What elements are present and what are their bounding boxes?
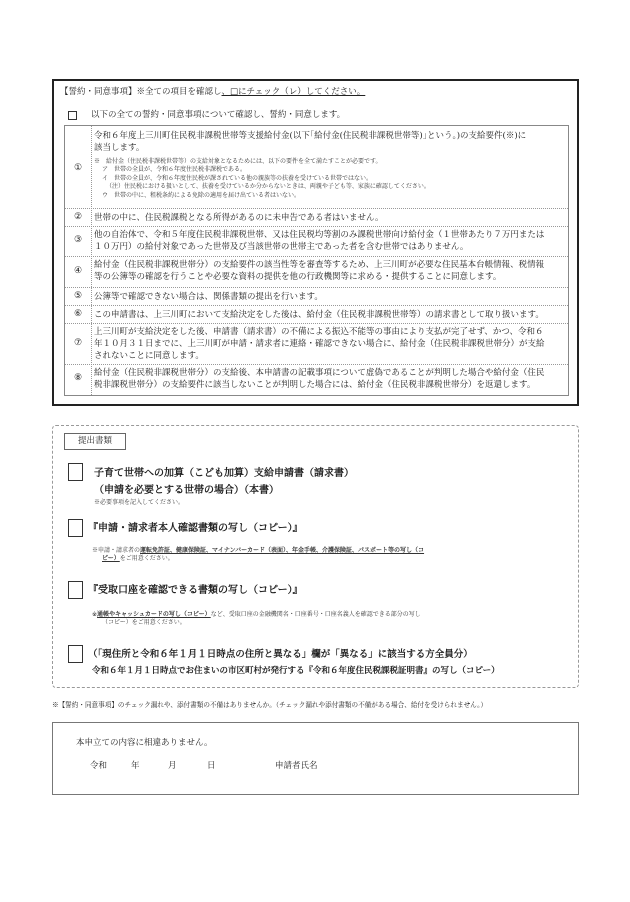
applicant-name-label: 申請者氏名	[275, 761, 318, 771]
doc1-title: 子育て世帯への加算（こども加算）支給申請書（請求書） （申請を必要とする世帯の場合）（本書）	[94, 468, 354, 496]
doc4-checkbox[interactable]	[68, 645, 83, 663]
pledge-item-number: ③	[73, 235, 83, 245]
pledge-item-1-notes: ※ 給付金（住民税非課税世帯等）の支給対象となるためには、以下の要件を全て満たすことが必要です。 ア 世帯の全員が、令和６年度住民税非課税である。 イ 世帯の全員が、令和６年度住民税が課されている他の親族等の扶養を受けている世帯ではない。 （注）住民税における扱いとして、扶養を受けているか分からないときは、両親や子ども等、家族に確認してください。 ウ 世帯の中に、租税条約による免除の適用を届け出ている者はいない。	[94, 158, 430, 199]
agree-all-label: 以下の全ての誓約・同意事項について確認し、誓約・同意します。	[91, 110, 346, 120]
pledge-header-text: 【誓約・同意事項】※全ての項目を確認し	[60, 87, 222, 97]
doc2-checkbox[interactable]	[68, 519, 83, 537]
pledge-item-number: ②	[73, 212, 83, 222]
pledge-header-instruction: 、□にチェック（レ）してください。	[221, 87, 366, 97]
date-year-label: 年	[131, 761, 140, 771]
declaration-statement: 本申立ての内容に相違ありません。	[76, 738, 213, 748]
agree-all-checkbox[interactable]	[68, 111, 77, 120]
pledge-item-7-text: 上三川町が支給決定をした後、申請書（請求書）の不備による振込不能等の事由により支払が完了せず、かつ、令和６ 年１０月３１日までに、上三川町が申請・請求者に連絡・確認できない場合に、給付金（住民税非課税世帯分）が支給 されないことに同意します。	[94, 327, 545, 361]
documents-label: 提出書類	[64, 433, 126, 450]
pledge-item-number: ⑤	[73, 291, 83, 301]
pledge-item-6-text: この申請書は、上三川町において支給決定をした後は、給付金（住民税非課税世帯等）の請求書として取り扱います。	[94, 310, 544, 320]
doc1-note: ※必要事項を記入してください。	[94, 499, 185, 506]
pledge-item-4-text: 給付金（住民税非課税世帯分）の支給要件の該当性等を審査等するため、上三川町が必要な住民基本台帳情報、税情報 等の公簿等の確認を行うことや必要な資料の提供を他の行政機関等に求める・提供することに同意します。	[94, 260, 545, 282]
pledge-item-number: ⑥	[73, 309, 83, 319]
pledge-item-5-text: 公簿等で確認できない場合は、関係書類の提出を行います。	[94, 292, 323, 302]
pledge-item-number: ①	[73, 163, 83, 173]
doc3-checkbox[interactable]	[68, 581, 83, 599]
checklist-footnote: ※【誓約・同意事項】のチェック漏れや、添付書類の不備はありませんか。（チェック漏れや添付書類の不備がある場合、給付を受けられません。）	[52, 701, 488, 709]
pledge-item-number: ④	[73, 266, 83, 276]
doc3-title: 『受取口座を確認できる書類の写し（コピー）』	[88, 585, 303, 596]
pledge-item-3-text: 他の自治体で、令和５年度住民税非課税世帯、又は住民税均等割のみ課税世帯向け給付金（１世帯あたり７万円または １０万円）の給付対象であった世帯及び当該世帯の世帯主であった者を含む世帯ではありません。	[94, 230, 545, 252]
date-era-label: 令和	[90, 761, 108, 771]
pledge-item-2-text: 世帯の中に、住民税課税となる所得があるのに未申告である者はいません。	[94, 213, 384, 223]
pledge-item-number: ⑧	[73, 373, 83, 383]
pledge-item-number: ⑦	[73, 338, 83, 348]
declaration-section	[52, 722, 579, 795]
date-month-label: 月	[168, 761, 177, 771]
doc2-note: ※申請・請求者の運転免許証、健康保険証、マイナンバーカード（表面）、年金手帳、介護保険証、パスポート等の写し（コ ピー）をご用意ください。	[92, 547, 425, 563]
doc1-checkbox[interactable]	[68, 463, 83, 481]
pledge-header	[60, 86, 365, 98]
pledge-items-table	[64, 125, 569, 396]
doc4-title: （「現住所と令和６年１月１日時点の住所と異なる」欄が「異なる」に該当する方全員分） 令和６年１月１日時点でお住まいの市区町村が発行する『令和６年度住民税課税証明書』の写し（コピー）	[88, 649, 500, 676]
pledge-item-1-text: 令和６年度上三川町住民税非課税世帯等支援給付金(以下｢給付金(住民税非課税世帯等)｣という。)の支給要件(※)に 該当します。	[94, 131, 527, 153]
date-day-label: 日	[207, 761, 216, 771]
doc3-note: ※通帳やキャッシュカードの写し（コピー）など、受取口座の金融機関名・口座番号・口座名義人を確認できる部分の写し （コピー）をご用意ください。	[92, 611, 421, 627]
pledge-item-8-text: 給付金（住民税非課税世帯分）の支給後、本申請書の記載事項について虚偽であることが判明した場合や給付金（住民 税非課税世帯分）の支給要件に該当しないことが判明した場合には、給付金（住民税非課税世帯分）を返還します。	[94, 368, 545, 390]
doc2-title: 『申請・請求者本人確認書類の写し（コピー）』	[88, 523, 303, 534]
